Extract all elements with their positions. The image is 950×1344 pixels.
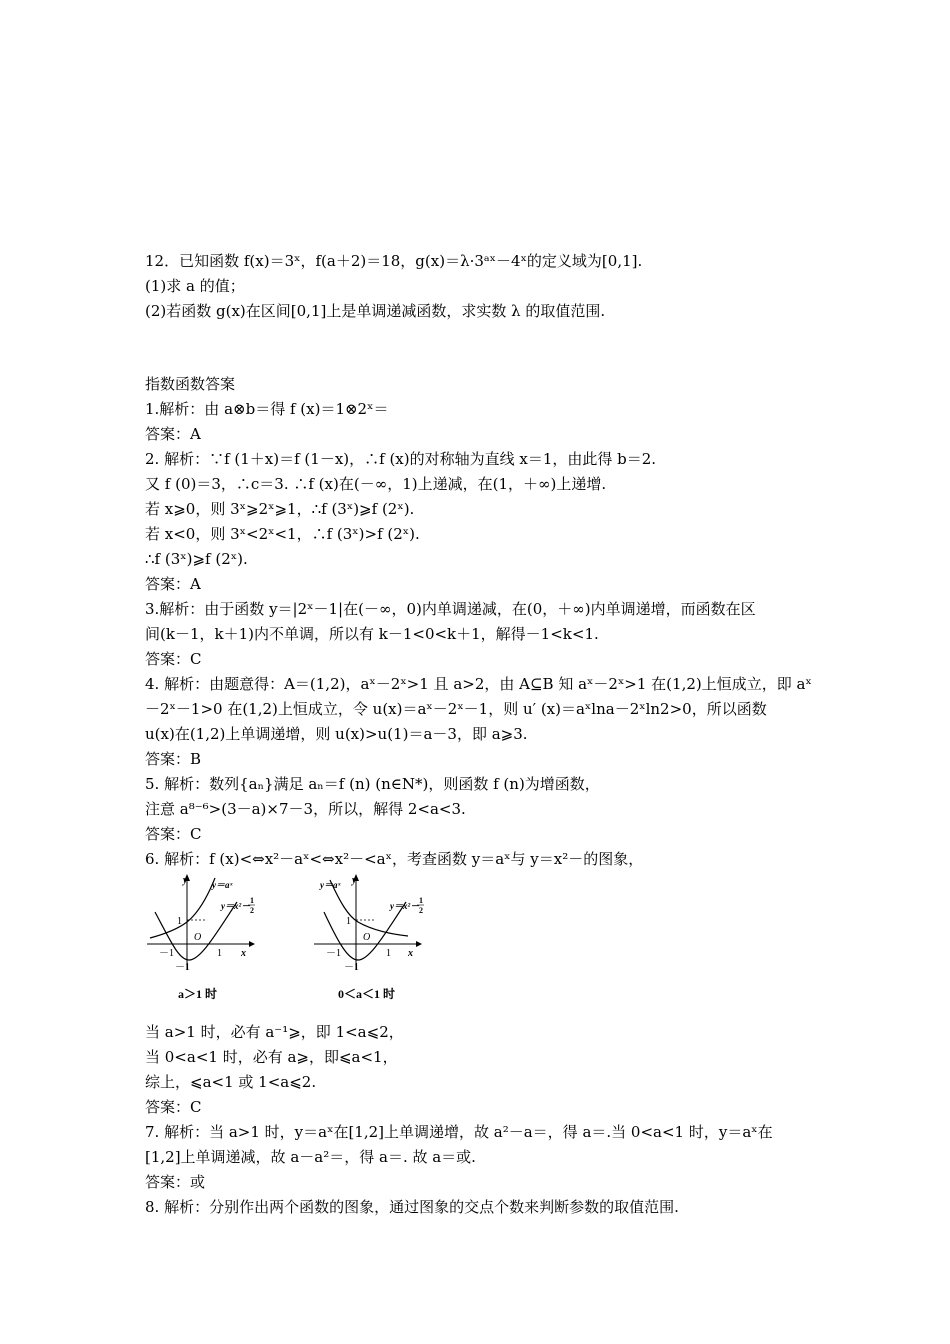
answers-heading: 指数函数答案 xyxy=(145,375,236,393)
answer-line: 答案：或 xyxy=(145,1173,206,1191)
axis-y-label: y xyxy=(183,875,188,886)
answer-line: 答案：C xyxy=(145,650,202,668)
answer-line: 若 x<0，则 3ˣ<2ˣ<1，∴f (3ˣ)>f (2ˣ). xyxy=(145,525,420,543)
answer-line: 答案：C xyxy=(145,825,202,843)
frac-den: 2 xyxy=(250,906,254,915)
answer-line: 若 x⩾0，则 3ˣ⩾2ˣ⩾1，∴f (3ˣ)⩾f (2ˣ). xyxy=(145,500,415,518)
answer-line: 又 f (0)＝3，∴c＝3. ∴f (x)在(－∞，1)上递减，在(1，＋∞)上递增. xyxy=(145,475,607,493)
answer-line: 6. 解析：f (x)<⇔x²－aˣ<⇔x²－<aˣ，考查函数 y＝aˣ与 y＝x²－的图象， xyxy=(145,850,644,868)
graph-right-caption: 0＜a＜1 时 xyxy=(338,987,396,1001)
tick-1-y: 1 xyxy=(177,916,182,927)
tick-1-y: 1 xyxy=(346,916,351,927)
curve-parabola-label: y＝x²－ xyxy=(221,901,251,911)
graph-a-greater-1 xyxy=(145,872,255,972)
tick-neg1-y: －1 xyxy=(175,962,190,972)
frac-num: 1 xyxy=(419,896,423,905)
tick-1: 1 xyxy=(386,948,391,959)
answer-line: 答案：B xyxy=(145,750,202,768)
answer-line: 8. 解析：分别作出两个函数的图象，通过图象的交点个数来判断参数的取值范围. xyxy=(145,1198,679,1216)
graph-a-less-1 xyxy=(312,872,430,972)
answer-line: 4. 解析：由题意得：A＝(1,2)，aˣ－2ˣ>1 且 a>2，由 A⊆B 知 aˣ－2ˣ>1 在(1,2)上恒成立，即 aˣ xyxy=(145,675,812,693)
origin-label: O xyxy=(194,932,202,943)
answer-line: 当 a>1 时，必有 a⁻¹⩾，即 1<a⩽2， xyxy=(145,1023,404,1041)
answer-line: ∴f (3ˣ)⩾f (2ˣ). xyxy=(145,550,248,568)
answer-line: 注意 a⁸⁻⁶>(3－a)×7－3，所以，解得 2<a<3. xyxy=(145,800,466,818)
answer-line: 7. 解析：当 a>1 时，y＝aˣ在[1,2]上单调递增，故 a²－a＝，得 a＝.当 0<a<1 时，y＝aˣ在 xyxy=(145,1123,773,1141)
tick-neg1-y: －1 xyxy=(344,962,359,972)
axis-y-label: y xyxy=(352,875,357,886)
answer-line: 答案：A xyxy=(145,425,201,443)
frac-num: 1 xyxy=(250,896,254,905)
tick-1: 1 xyxy=(217,948,222,959)
answer-line: 2. 解析：∵f (1＋x)＝f (1－x)，∴f (x)的对称轴为直线 x＝1，由此得 b＝2. xyxy=(145,450,657,468)
graph-left-caption: a＞1 时 xyxy=(178,987,218,1001)
tick-neg1: －1 xyxy=(159,948,174,959)
origin-label: O xyxy=(363,932,371,943)
problem-12-part-2: (2)若函数 g(x)在区间[0,1]上是单调递减函数，求实数 λ 的取值范围. xyxy=(145,302,606,320)
tick-neg1: －1 xyxy=(326,948,341,959)
answer-line: 当 0<a<1 时，必有 a⩾，即⩽a<1， xyxy=(145,1048,398,1066)
answer-line: [1,2]上单调递减，故 a－a²＝，得 a＝. 故 a＝或. xyxy=(145,1148,476,1166)
axis-x-label: x xyxy=(408,948,413,959)
problem-12-statement: 12．已知函数 f(x)＝3ˣ，f(a＋2)＝18，g(x)＝λ·3ᵃˣ－4ˣ的定义域为[0,1]. xyxy=(145,252,643,270)
curve-exp-label: y＝aˣ xyxy=(320,880,341,890)
axis-x-label: x xyxy=(241,948,246,959)
answer-line: 5. 解析：数列{aₙ}满足 aₙ＝f (n) (n∈N*)，则函数 f (n)为增函数， xyxy=(145,775,600,793)
answer-line: 1.解析：由 a⊗b＝得 f (x)＝1⊗2ˣ＝ xyxy=(145,400,389,418)
frac-den: 2 xyxy=(419,906,423,915)
answer-line: －2ˣ－1>0 在(1,2)上恒成立，令 u(x)＝aˣ－2ˣ－1，则 u′ (x)＝aˣlna－2ˣln2>0，所以函数 xyxy=(145,700,767,718)
answer-line: 答案：C xyxy=(145,1098,202,1116)
problem-12-part-1: (1)求 a 的值； xyxy=(145,277,245,295)
answer-line: 综上，⩽a<1 或 1<a⩽2. xyxy=(145,1073,317,1091)
answer-line: 3.解析：由于函数 y＝|2ˣ－1|在(－∞，0)内单调递减，在(0，＋∞)内单调递增，而函数在区 xyxy=(145,600,756,618)
answer-line: u(x)在(1,2)上单调递增，则 u(x)>u(1)＝a－3，即 a⩾3. xyxy=(145,725,528,743)
curve-parabola-label: y＝x²－ xyxy=(390,901,420,911)
answer-line: 间(k－1，k＋1)内不单调，所以有 k－1<0<k＋1，解得－1<k<1. xyxy=(145,625,599,643)
curve-exp-label: y＝aˣ xyxy=(212,880,233,890)
answer-line: 答案：A xyxy=(145,575,201,593)
